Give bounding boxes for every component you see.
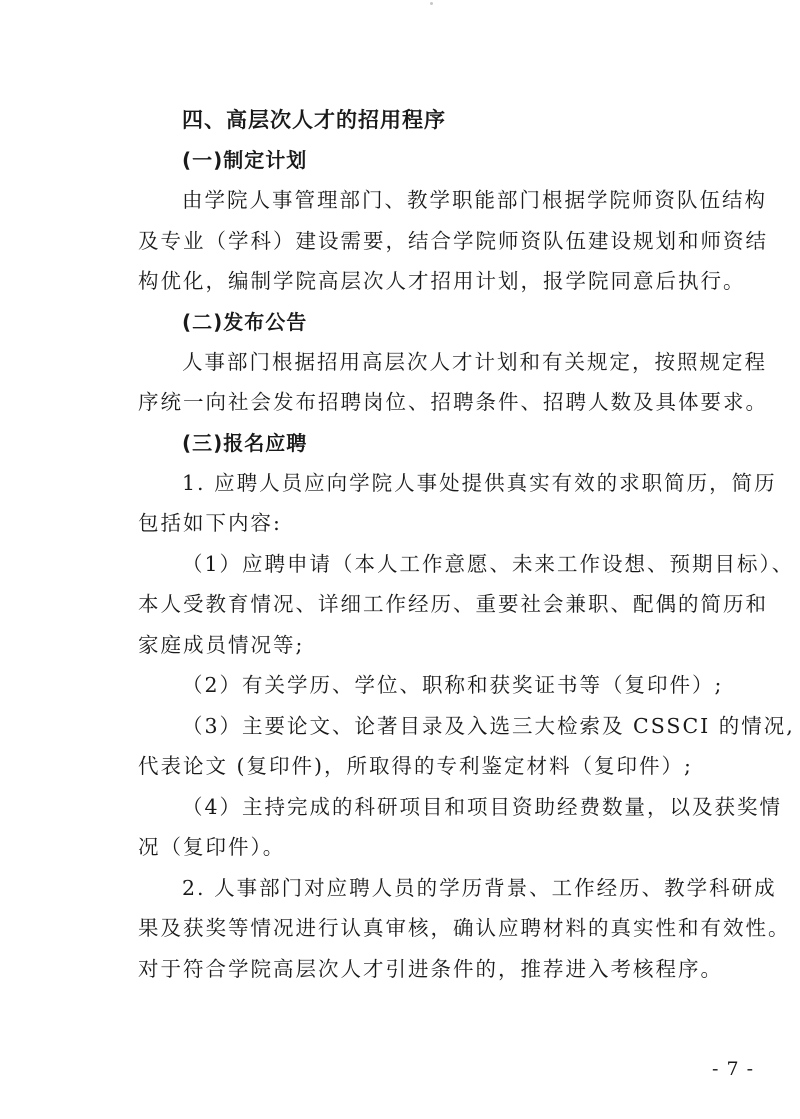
paragraph-line: 代表论文 (复印件)，所取得的专利鉴定材料（复印件）;: [138, 754, 693, 778]
paragraph-application-2: [138, 868, 791, 990]
paragraph-line: 1. 应聘人员应向学院人事处提供真实有效的求职简历，简历: [182, 470, 777, 495]
paragraph-line: （4）主持完成的科研项目和项目资助经费数量，以及获奖情: [182, 794, 783, 819]
paragraph-line: （1）应聘申请（本人工作意愿、未来工作设想、预期目标）、: [182, 551, 795, 576]
paragraph-line: 人事部门根据招用高层次人才计划和有关规定，按照规定程: [182, 349, 767, 374]
paragraph-announcement: [138, 342, 768, 423]
list-item-4: [138, 787, 783, 868]
subsection-title-announcement: (二)发布公告: [182, 309, 308, 334]
list-item-2: [138, 665, 760, 706]
subsection-title-application: (三)报名应聘: [182, 430, 308, 455]
paragraph-line: （2）有关学历、学位、职称和获奖证书等（复印件）;: [182, 673, 724, 697]
paragraph-application-1: [138, 463, 777, 544]
scan-speck: [430, 2, 433, 5]
paragraph-line: 况（复印件）。: [138, 835, 286, 859]
paragraph-line: 及专业（学科）建设需要，结合学院师资队伍建设规划和师资结: [138, 228, 768, 253]
list-item-3: [138, 706, 795, 787]
paragraph-line: 构优化，编制学院高层次人才招用计划，报学院同意后执行。: [138, 269, 746, 293]
paragraph-plan: [138, 180, 768, 302]
section-heading: 四、高层次人才的招用程序: [182, 108, 446, 132]
paragraph-line: 果及获奖等情况进行认真审核，确认应聘材料的真实性和有效性。: [138, 916, 791, 940]
list-item-1: [138, 544, 795, 666]
page-number: - 7 -: [711, 1058, 754, 1080]
subsection-title-plan: (一)制定计划: [182, 148, 308, 172]
paragraph-line: 由学院人事管理部门、教学职能部门根据学院师资队伍结构: [182, 188, 767, 212]
paragraph-line: 2. 人事部门对应聘人员的学历背景、工作经历、教学科研成: [182, 875, 777, 900]
paragraph-line: 家庭成员情况等;: [138, 632, 305, 657]
paragraph-line: 本人受教育情况、详细工作经历、重要社会兼职、配偶的简历和: [138, 592, 768, 616]
paragraph-line: 对于符合学院高层次人才引进条件的，推荐进入考核程序。: [138, 956, 723, 981]
paragraph-line: 包括如下内容:: [138, 511, 282, 535]
paragraph-line: （3）主要论文、论著目录及入选三大检索及 CSSCI 的情况,: [182, 713, 795, 738]
document-body: [138, 100, 795, 989]
paragraph-line: 序统一向社会发布招聘岗位、招聘条件、招聘人数及具体要求。: [138, 390, 768, 414]
